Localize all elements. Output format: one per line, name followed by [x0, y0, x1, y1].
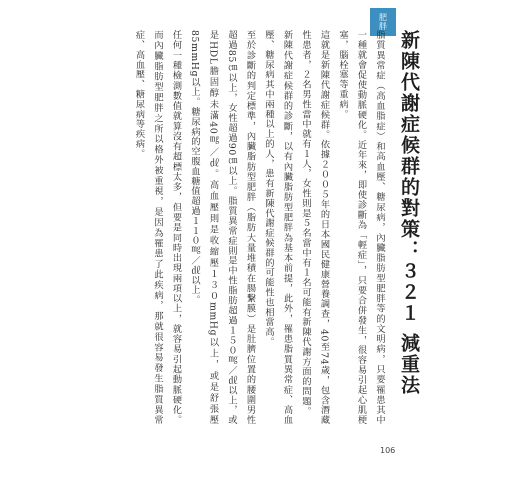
paragraph-2: 這就是新陳代謝症候群。依據２００５年的日本國民健康營養調查，40至74歲，包含潛藏性患者，２名男性當中就有１人，女性則是５名當中有１名可能有新陳代謝方面的問題。	[300, 30, 330, 425]
page-number: 106	[380, 446, 396, 455]
section-tab: 肥胖	[370, 8, 396, 36]
paragraph-1: 脂質異常症（高血脂症）和高血壓、糖尿病，內臟脂肪型肥胖等的文明病，只要罹患其中一種就會促使動脈硬化。近年來，即使診斷為「輕症」，只要合併發生，很容易引起心肌梗塞，腦栓塞等重病。	[337, 30, 385, 425]
paragraph-3: 新陳代謝症候群的診斷，以有內臟脂肪型肥胖為基本前提，此外，罹患脂質異常症、高血壓、糖尿病其中兩種以上的人，患有新陳代謝症候群的可能性也相當高。	[263, 30, 293, 425]
paragraph-4: 至於診斷的判定標準，內臟脂肪型肥胖（脂肪大量堆積在腸繫膜）是肚臍位置的腰圍男性超過85㎝以上，女性超過90㎝以上。脂質異常症則是中性脂肪超過１５０㎎／㎗以上，或是HDL膽固醇未滿40㎎／㎗。高血壓則是收縮壓１３０mmHg以上，或是舒張壓85mmHg以上。糖尿病的空腹血糖值超過１１０㎎／㎗以上。	[189, 30, 256, 425]
article-body	[120, 30, 420, 425]
article-title: 新陳代謝症候群的對策：３２１ 減重法	[398, 30, 420, 396]
paragraph-5: 任何一種檢測數值就算沒有超標太多，但要是同時出現兩項以上，就容易引起動脈硬化。而內臟脂肪型肥胖之所以格外被重視，是因為罹患了此疾病，那就很容易發生脂質異常症、高血壓、糖尿病等疾病。	[133, 30, 182, 425]
